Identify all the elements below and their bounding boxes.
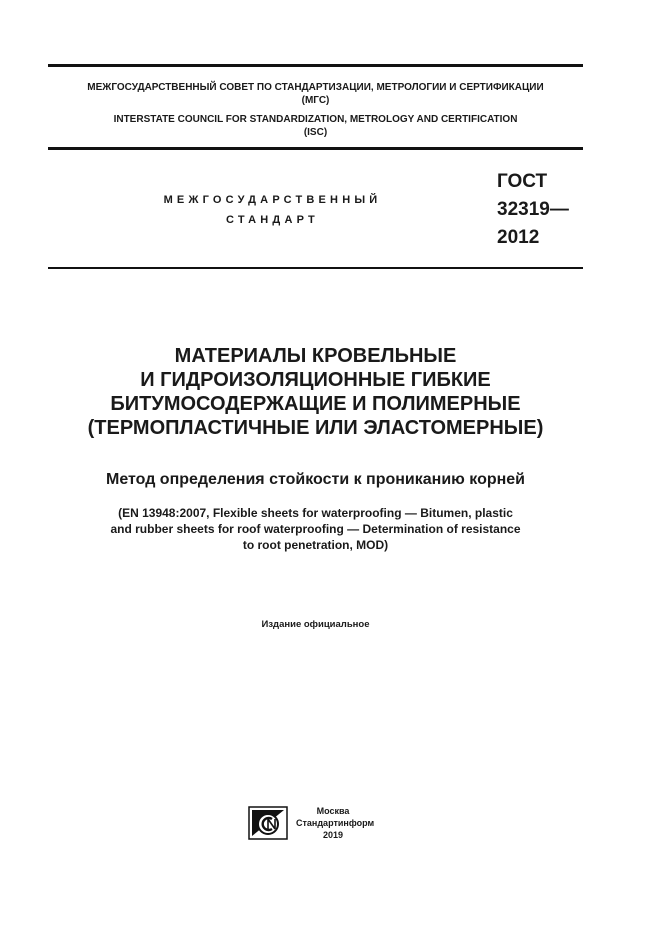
publisher-year: 2019: [322, 830, 344, 840]
english-title-line: and rubber sheets for roof waterproofing — Determination of resistance: [110, 522, 521, 536]
header-bottom-rule: [48, 147, 583, 150]
publisher-city: Москва: [316, 806, 350, 816]
title-line: И ГИДРОИЗОЛЯЦИОННЫЕ ГИБКИЕ: [140, 369, 491, 391]
title-line: МАТЕРИАЛЫ КРОВЕЛЬНЫЕ: [174, 345, 457, 367]
edition-label: Издание официальное: [261, 619, 370, 630]
council-en: [48, 113, 583, 139]
english-title-line: (EN 13948:2007, Flexible sheets for waterproofing — Bitumen, plastic: [118, 506, 513, 520]
gost-number: 32319—: [497, 199, 569, 220]
council-ru: [48, 81, 583, 107]
standard-bottom-rule: [48, 267, 583, 269]
council-ru-line2: (МГС): [301, 95, 330, 106]
council-en-line1: INTERSTATE COUNCIL FOR STANDARDIZATION, METROLOGY AND CERTIFICATION: [113, 114, 518, 125]
standard-kind-line2: СТАНДАРТ: [226, 214, 319, 226]
document-subtitle: Метод определения стойкости к прониканию корней: [105, 471, 526, 488]
standartinform-logo-icon: [248, 806, 288, 840]
gost-year: 2012: [497, 227, 540, 248]
standard-kind: [140, 190, 405, 230]
english-title-line: to root penetration, MOD): [242, 538, 389, 552]
standard-kind-line1: МЕЖГОСУДАРСТВЕННЫЙ: [163, 194, 382, 206]
gost-designation: [497, 168, 569, 252]
title-line: (ТЕРМОПЛАСТИЧНЫЕ ИЛИ ЭЛАСТОМЕРНЫЕ): [87, 417, 544, 439]
council-ru-line1: МЕЖГОСУДАРСТВЕННЫЙ СОВЕТ ПО СТАНДАРТИЗАЦИИ, МЕТРОЛОГИИ И СЕРТИФИКАЦИИ: [87, 82, 544, 93]
gost-label: ГОСТ: [497, 171, 548, 192]
top-rule: [48, 64, 583, 67]
english-title: [48, 505, 583, 553]
publisher-block: [296, 805, 375, 841]
publisher-name: Стандартинформ: [296, 818, 375, 828]
document-title: [30, 344, 601, 440]
council-en-line2: (ISC): [303, 127, 328, 138]
title-line: БИТУМОСОДЕРЖАЩИЕ И ПОЛИМЕРНЫЕ: [110, 393, 521, 415]
